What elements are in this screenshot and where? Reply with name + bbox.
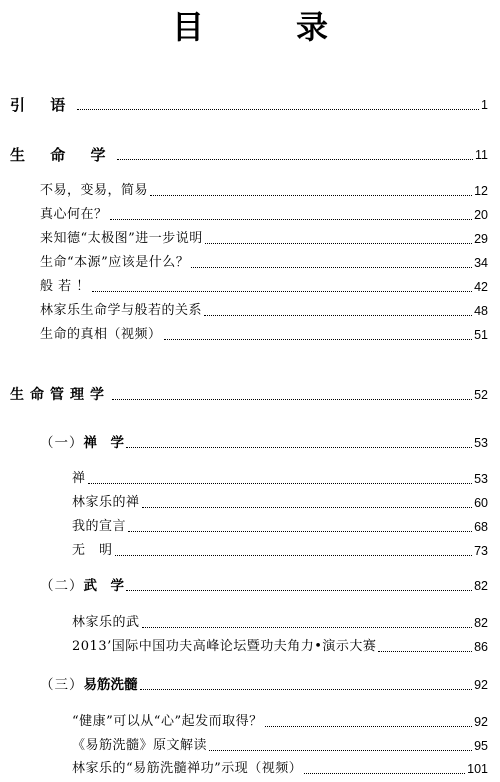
toc-page-number: 53 — [474, 436, 488, 450]
dot-leader — [142, 507, 473, 508]
toc-page-number: 1 — [481, 98, 488, 112]
toc-section-yijin-xisui[interactable] — [40, 676, 488, 694]
toc-page-number: 42 — [474, 280, 488, 294]
toc-entry-label: 林家乐的“易筋洗髓禅功”示现（视频） — [72, 761, 303, 776]
toc-entry-label — [40, 434, 124, 452]
toc-entry-label: 2013’国际中国功夫高峰论坛暨功夫角力•演示大赛 — [72, 639, 377, 654]
toc-entry-label — [40, 676, 138, 694]
toc-page-number: 60 — [474, 496, 488, 510]
toc-entry-label: 林家乐生命学与般若的关系 — [40, 303, 203, 318]
toc-section-martial-arts[interactable] — [40, 577, 488, 595]
toc-entry[interactable] — [72, 518, 488, 536]
toc-entry-label: 生命“本源”应该是什么？ — [40, 255, 190, 270]
toc-entry-label: 般 若 ！ — [40, 279, 90, 294]
toc-entry-label — [40, 577, 124, 595]
dot-leader — [126, 447, 472, 448]
dot-leader — [265, 726, 473, 727]
toc-entry-label: “健康”可以从“心”起发而取得？ — [72, 714, 263, 729]
dot-leader — [128, 531, 472, 532]
toc-page-number: 68 — [474, 520, 488, 534]
toc-entry-label: 生 命 学 — [10, 146, 116, 164]
toc-entry[interactable] — [72, 614, 488, 632]
toc-entry-life-science[interactable] — [10, 146, 488, 164]
dot-leader — [164, 339, 473, 340]
dot-leader — [209, 750, 472, 751]
dot-leader — [115, 555, 473, 556]
toc-page-number: 11 — [475, 148, 488, 162]
toc-entry[interactable] — [40, 230, 488, 248]
toc-page-number: 53 — [474, 472, 488, 486]
toc-entry[interactable] — [72, 638, 488, 656]
toc-page-number: 86 — [474, 640, 488, 654]
section-title: 禅 学 — [83, 435, 124, 451]
dot-leader — [204, 315, 472, 316]
toc-entry-label: 生命管理学 — [10, 387, 110, 403]
dot-leader — [205, 243, 472, 244]
toc-entry[interactable] — [40, 278, 488, 296]
section-title: 易筋洗髓 — [83, 677, 138, 693]
toc-entry[interactable] — [72, 470, 488, 488]
toc-page-number: 52 — [474, 388, 488, 402]
toc-entry-label: 《易筋洗髓》原文解读 — [72, 738, 208, 753]
section-number: （三） — [40, 677, 84, 693]
toc-entry-life-management[interactable] — [10, 386, 488, 404]
toc-entry[interactable] — [72, 542, 488, 560]
toc-page-number: 92 — [474, 715, 488, 729]
dot-leader — [88, 483, 473, 484]
toc-entry-label: 真心何在？ — [40, 207, 108, 222]
toc-entry-introduction[interactable] — [10, 96, 488, 114]
toc-entry-label: 我的宣言 — [72, 519, 127, 534]
toc-page-number: 51 — [474, 328, 488, 342]
toc-entry[interactable] — [40, 302, 488, 320]
toc-page-number: 20 — [474, 208, 488, 222]
toc-entry[interactable] — [72, 760, 488, 778]
toc-page-number: 29 — [474, 232, 488, 246]
section-number: （一） — [40, 435, 84, 451]
toc-entry[interactable] — [72, 713, 488, 731]
dot-leader — [117, 159, 473, 160]
toc-entry-label: 林家乐的武 — [72, 615, 140, 630]
dot-leader — [112, 399, 472, 400]
toc-entry-label: 生命的真相（视频） — [40, 327, 162, 342]
toc-entry-label: 引 语 — [10, 96, 76, 114]
toc-entry-label: 林家乐的禅 — [72, 495, 140, 510]
dot-leader — [126, 590, 472, 591]
toc-page-number: 73 — [474, 544, 488, 558]
dot-leader — [77, 109, 479, 110]
toc-entry[interactable] — [72, 494, 488, 512]
toc-page-number: 82 — [474, 616, 488, 630]
toc-page-number: 101 — [467, 762, 488, 776]
toc-page-number: 12 — [474, 184, 488, 198]
toc-entry-label: 禅 — [72, 471, 86, 486]
toc-page-number: 82 — [474, 579, 488, 593]
toc-entry[interactable] — [40, 206, 488, 224]
dot-leader — [92, 291, 472, 292]
toc-page-number: 95 — [474, 739, 488, 753]
toc-section-zen[interactable] — [40, 434, 488, 452]
toc-page-number: 34 — [474, 256, 488, 270]
toc-entry[interactable] — [40, 326, 488, 344]
toc-entry[interactable] — [72, 737, 488, 755]
dot-leader — [191, 267, 472, 268]
page-title: 目 录 — [171, 8, 358, 46]
dot-leader — [142, 627, 473, 628]
toc-page-number: 48 — [474, 304, 488, 318]
dot-leader — [304, 773, 465, 774]
dot-leader — [140, 689, 473, 690]
toc-entry[interactable] — [40, 254, 488, 272]
section-title: 武 学 — [83, 578, 124, 594]
dot-leader — [378, 651, 472, 652]
toc-entry[interactable] — [40, 182, 488, 200]
toc-entry-label: 无 明 — [72, 543, 113, 558]
dot-leader — [110, 219, 473, 220]
dot-leader — [150, 195, 472, 196]
section-number: （二） — [40, 578, 84, 594]
toc-entry-label: 不易，变易，简易 — [40, 183, 149, 198]
toc-page-number: 92 — [474, 678, 488, 692]
toc-entry-label: 来知德“太极图”进一步说明 — [40, 231, 203, 246]
